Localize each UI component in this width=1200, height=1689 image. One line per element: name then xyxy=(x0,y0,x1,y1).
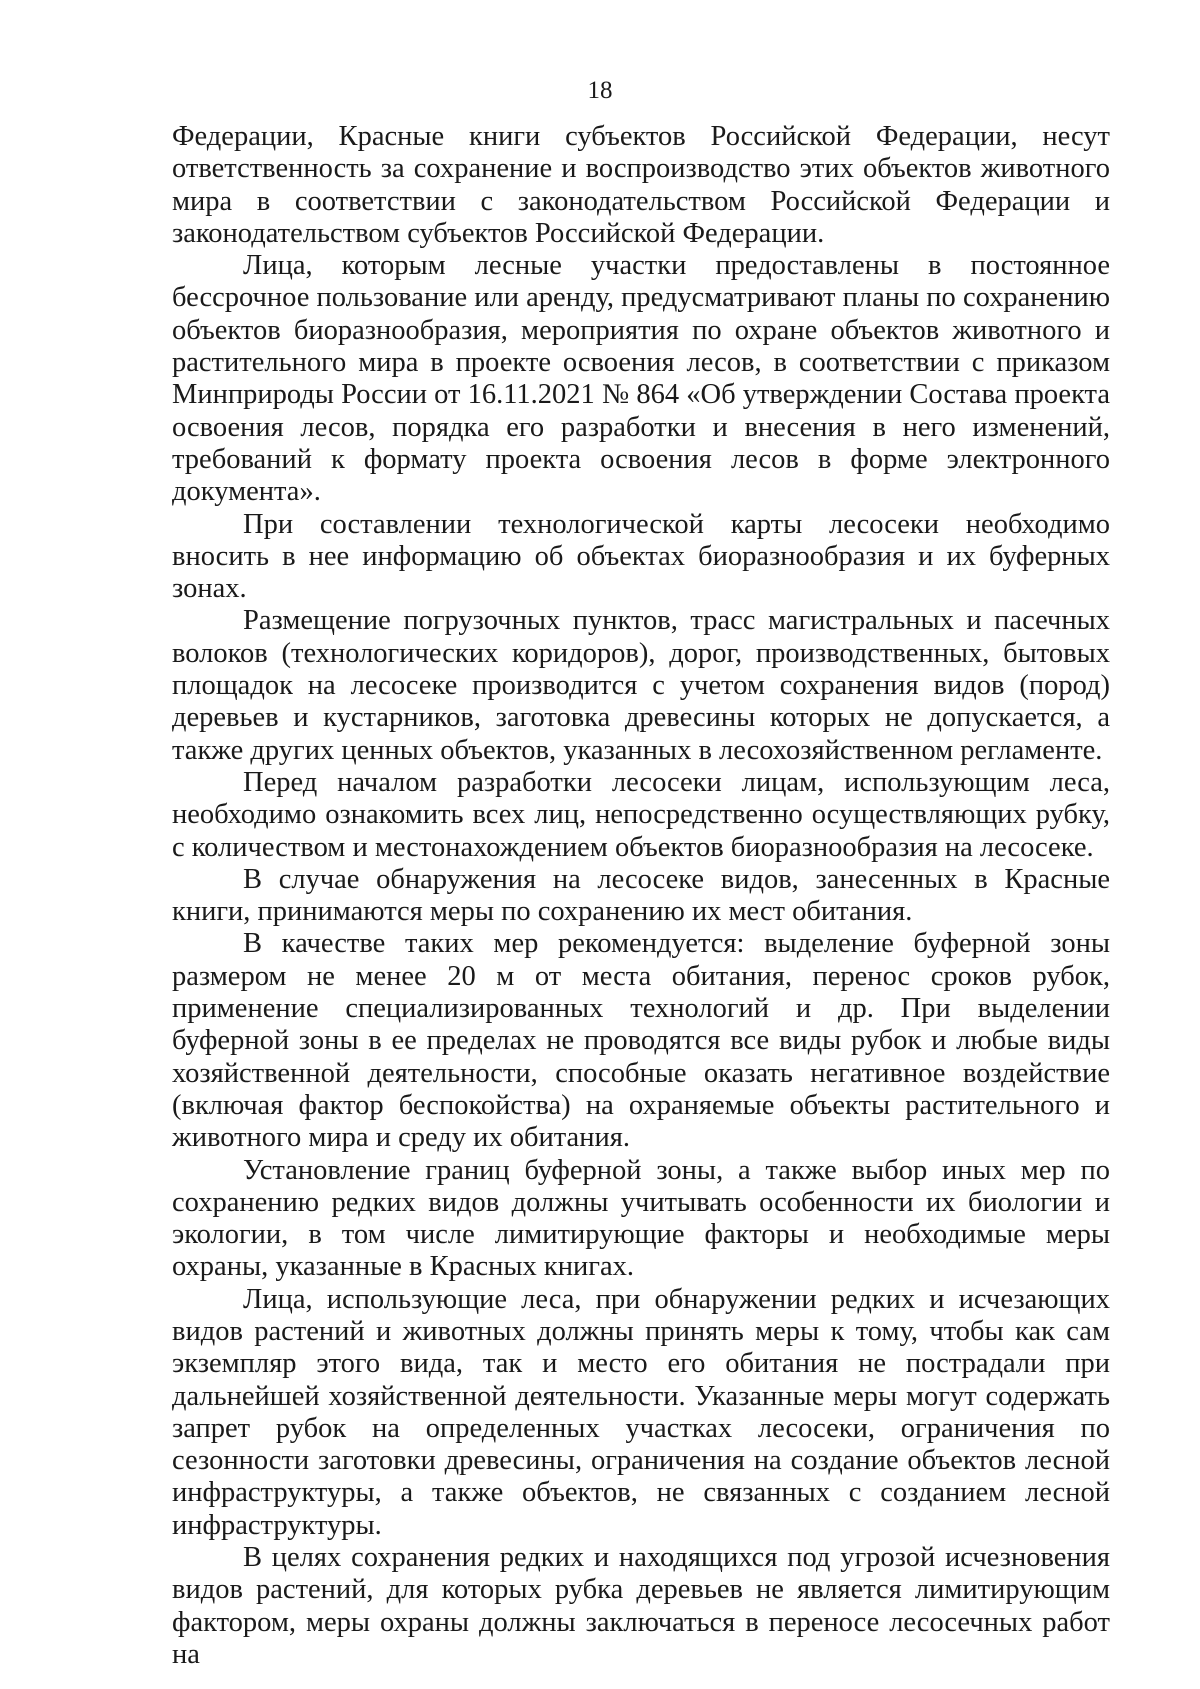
paragraph-buffer-zone-boundaries: Установление границ буферной зоны, а также выбор иных мер по сохранению редких видов должны учитывать особенности их биологии и экологии, в том числе лимитирующие факторы и необходимые меры охраны, указанные в Красных книгах. xyxy=(172,1154,1110,1283)
paragraph-red-book-species: В случае обнаружения на лесосеке видов, занесенных в Красные книги, принимаются меры по сохранению их мест обитания. xyxy=(172,863,1110,928)
paragraph-rare-species-measures: Лица, использующие леса, при обнаружении редких и исчезающих видов растений и животных должны принять меры к тому, чтобы как сам экземпляр этого вида, так и место его обитания не пострадали при дальнейшей хозяйственной деятельности. Указанные меры могут содержать запрет рубок на определенных участках лесосеки, ограничения по сезонности заготовки древесины, ограничения на создание объектов лесной инфраструктуры, а также объектов, не связанных с созданием лесной инфраструктуры. xyxy=(172,1283,1110,1541)
paragraph-endangered-plants: В целях сохранения редких и находящихся под угрозой исчезновения видов растений, для которых рубка деревьев не является лимитирующим фактором, меры охраны должны заключаться в переносе лесосечных работ на xyxy=(172,1542,1110,1670)
page-number: 18 xyxy=(587,77,613,104)
document-body xyxy=(172,121,1110,1671)
paragraph-continuation: Федерации, Красные книги субъектов Российской Федерации, несут ответственность за сохранение и воспроизводство этих объектов животного мира в соответствии с законодательством Российской Федерации и законодательством субъектов Российской Федерации. xyxy=(172,121,1110,249)
paragraph-technological-map: При составлении технологической карты лесосеки необходимо вносить в нее информацию об объектах биоразнообразия и их буферных зонах. xyxy=(172,508,1110,605)
paragraph-buffer-zone-measures: В качестве таких мер рекомендуется: выделение буферной зоны размером не менее 20 м от места обитания, перенос сроков рубок, применение специализированных технологий и др. При выделении буферной зоны в ее пределах не проводятся все виды рубок и любые виды хозяйственной деятельности, способные оказать негативное воздействие (включая фактор беспокойства) на охраняемые объекты растительного и животного мира и среду их обитания. xyxy=(172,928,1110,1154)
paragraph-biodiversity-plans: Лица, которым лесные участки предоставлены в постоянное бессрочное пользование или аренду, предусматривают планы по сохранению объектов биоразнообразия, мероприятия по охране объектов животного и растительного мира в проекте освоения лесов, в соответствии с приказом Минприроды России от 16.11.2021 № 864 «Об утверждении Состава проекта освоения лесов, порядка его разработки и внесения в него изменений, требований к формату проекта освоения лесов в форме электронного документа». xyxy=(172,250,1110,508)
paragraph-loading-points: Размещение погрузочных пунктов, трасс магистральных и пасечных волоков (технологических коридоров), дорог, производственных, бытовых площадок на лесосеке производится с учетом сохранения видов (пород) деревьев и кустарников, заготовка древесины которых не допускается, а также других ценных объектов, указанных в лесохозяйственном регламенте. xyxy=(172,605,1110,766)
paragraph-familiarization: Перед началом разработки лесосеки лицам, использующим леса, необходимо ознакомить всех лиц, непосредственно осуществляющих рубку, с количеством и местонахождением объектов биоразнообразия на лесосеке. xyxy=(172,766,1110,863)
